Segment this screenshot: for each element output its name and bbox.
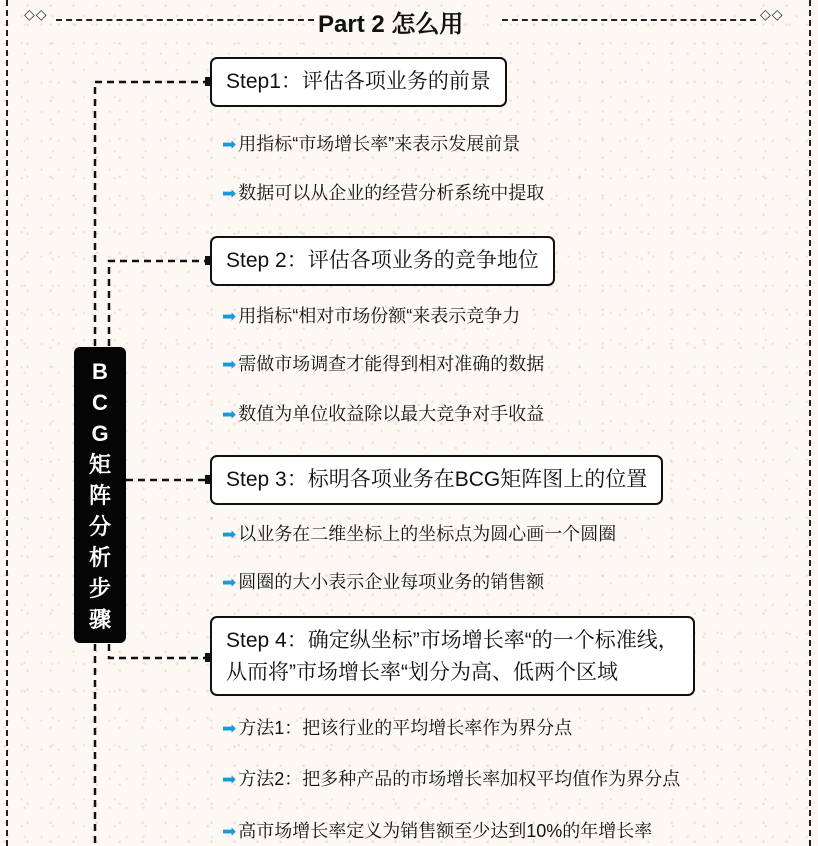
arrow-right-icon: ➡ (222, 719, 237, 739)
step1-label: Step1：评估各项业务的前景 (226, 70, 491, 93)
label-char: 析 (88, 544, 111, 570)
label-char: 矩 (88, 451, 111, 477)
step2-box (210, 236, 555, 286)
arrow-right-icon: ➡ (222, 822, 237, 842)
step4-label-line1: Step 4：确定纵坐标”市场增长率“的一个标准线， (226, 629, 679, 652)
bullet-text: 圆圈的大小表示企业每项业务的销售额 (238, 572, 545, 592)
bullet-text: 数据可以从企业的经营分析系统中提取 (238, 183, 545, 203)
step3-bullet (222, 570, 544, 594)
step4-box (210, 616, 695, 696)
bullet-text: 需做市场调查才能得到相对准确的数据 (238, 354, 545, 374)
arrow-right-icon: ➡ (222, 770, 237, 790)
step4-bullet (222, 767, 680, 791)
arrow-right-icon: ➡ (222, 573, 237, 593)
step4-label-line2: 从而将”市场增长率“划分为高、低两个区域 (226, 661, 618, 684)
step2-bullet (222, 304, 520, 328)
title-ornament-right: ◇◇ (760, 7, 784, 23)
arrow-right-icon: ➡ (222, 525, 237, 545)
arrow-right-icon: ➡ (222, 135, 237, 155)
bullet-text: 高市场增长率定义为销售额至少达到10%的年增长率 (238, 821, 653, 841)
step4-bullet (222, 716, 572, 740)
arrow-right-icon: ➡ (222, 184, 237, 204)
page-title: Part 2 怎么用 (318, 11, 464, 38)
step4-bullet (222, 819, 652, 843)
bullet-text: 以业务在二维坐标上的坐标点为圆心画一个圆圈 (238, 524, 617, 544)
connector-step1 (95, 82, 210, 346)
label-char: B (92, 358, 108, 384)
arrow-right-icon: ➡ (222, 307, 237, 327)
bullet-text: 方法1：把该行业的平均增长率作为界分点 (238, 718, 573, 738)
step2-label: Step 2：评估各项业务的竞争地位 (226, 249, 539, 272)
step3-box (210, 455, 663, 505)
connector-step2 (109, 261, 210, 346)
label-char: 步 (88, 575, 111, 601)
step1-bullet (222, 132, 520, 156)
label-char: C (92, 389, 108, 415)
title-ornament-left: ◇◇ (24, 7, 48, 23)
bullet-text: 方法2：把多种产品的市场增长率加权平均值作为界分点 (238, 769, 681, 789)
bullet-text: 用指标“市场增长率”来表示发展前景 (238, 134, 521, 154)
label-char: 阵 (88, 482, 111, 508)
label-char: 骤 (88, 606, 111, 632)
bcg-steps-label (74, 347, 126, 643)
step3-bullet (222, 522, 616, 546)
label-char: G (91, 420, 109, 446)
arrow-right-icon: ➡ (222, 355, 237, 375)
step2-bullet (222, 352, 544, 376)
step1-box (210, 57, 507, 107)
label-char: 分 (88, 513, 111, 539)
step1-bullet (222, 181, 544, 205)
connector-step4 (109, 644, 210, 658)
step3-label: Step 3：标明各项业务在BCG矩阵图上的位置 (226, 468, 648, 491)
bullet-text: 数值为单位收益除以最大竞争对手收益 (238, 404, 545, 424)
arrow-right-icon: ➡ (222, 405, 237, 425)
bullet-text: 用指标“相对市场份额“来表示竞争力 (238, 306, 521, 326)
step2-bullet (222, 402, 544, 426)
